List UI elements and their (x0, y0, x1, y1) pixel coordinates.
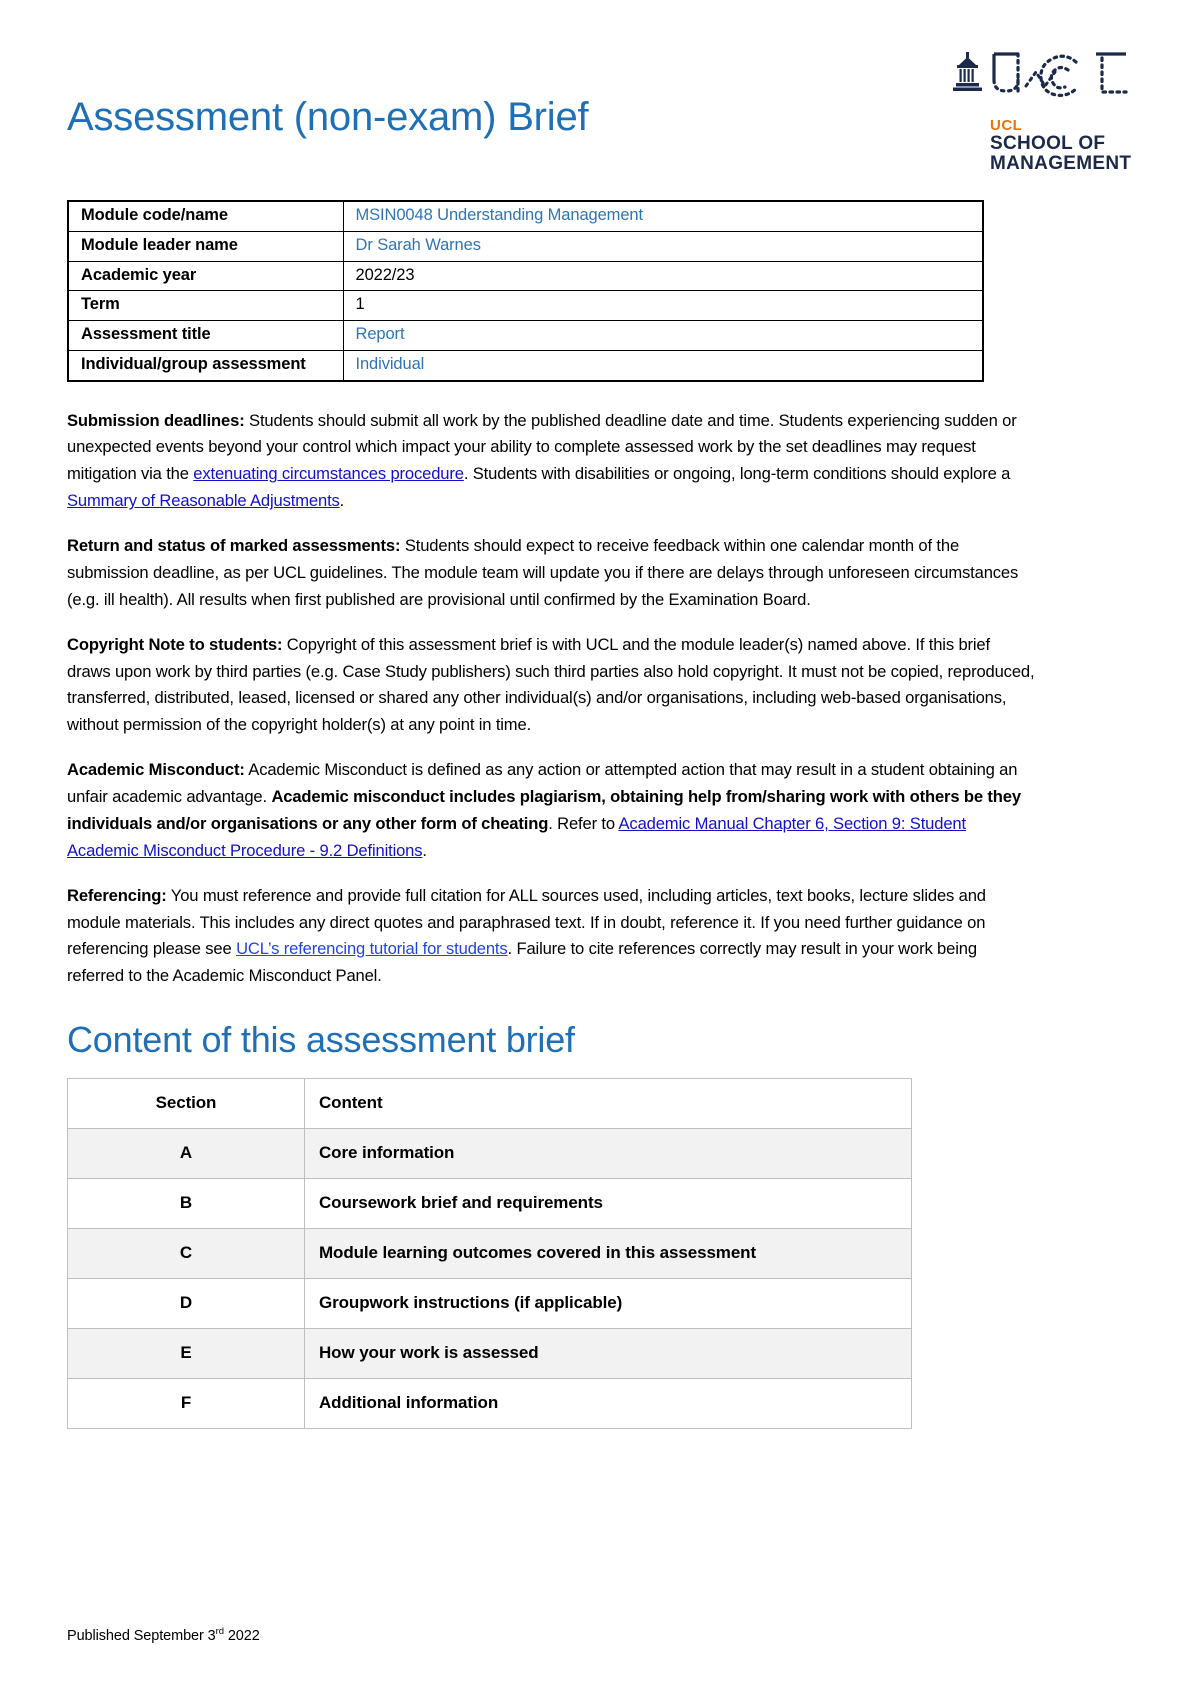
academic-misconduct-text-3: . (422, 840, 427, 860)
submission-deadlines-text-3: . (339, 491, 345, 511)
paragraph-submission-deadlines (67, 408, 1035, 516)
extenuating-circumstances-link[interactable]: extenuating circumstances procedure (193, 464, 464, 484)
footer-published-prefix: Published September 3 (67, 1628, 216, 1644)
assessment-content-table (67, 1078, 912, 1429)
term-value: 1 (343, 291, 983, 321)
reasonable-adjustments-link[interactable]: Summary of Reasonable Adjustments (67, 491, 340, 511)
section-content-e: How your work is assessed (305, 1328, 912, 1378)
referencing-label: Referencing: (67, 885, 167, 905)
table-row (68, 1128, 912, 1178)
submission-deadlines-text-1: Students should submit all work by the published deadline date and time. Students experiencing sudden or unexpected events beyond your control which impact your ability to complete assessed work by the set deadlines may request mitigation via the (67, 410, 1017, 484)
return-status-text: Students should expect to receive feedback within one calendar month of the submission deadline, as per UCL guidelines. The module team will update you if there are delays through unforeseen circumstances (e.g. ill health). All results when first published are provisional until confirmed by the Examination Board. (67, 536, 1019, 609)
school-of-management-wordmark (990, 118, 1135, 175)
table-row (68, 1278, 912, 1328)
ucl-wordmark-icon (950, 46, 1135, 112)
academic-misconduct-text-2: . Refer to (548, 813, 619, 833)
policy-text-block (67, 408, 1135, 991)
academic-manual-chapter-6-link[interactable]: Academic Manual Chapter 6, Section 9: Student Academic Misconduct Procedure - 9.2 Definitions (67, 813, 966, 860)
table-header-row (68, 1078, 912, 1128)
section-content-f: Additional information (305, 1378, 912, 1428)
footer-ordinal-suffix: rd (215, 1626, 224, 1638)
table-row (68, 231, 983, 261)
page-title: Assessment (non-exam) Brief (67, 95, 589, 139)
table-row (68, 321, 983, 351)
return-status-label: Return and status of marked assessments: (67, 536, 401, 556)
column-header-section: Section (68, 1078, 305, 1128)
referencing-text-1: You must reference and provide full citation for ALL sources used, including articles, text books, lecture slides and module materials. This includes any direct quotes and paraphrased text. If in doubt, reference it. If you need further guidance on referencing please see (67, 885, 986, 959)
paragraph-academic-misconduct (67, 757, 1035, 865)
section-content-a: Core information (305, 1128, 912, 1178)
module-leader-label: Module leader name (68, 231, 343, 261)
assessment-title-label: Assessment title (68, 321, 343, 351)
module-leader-value: Dr Sarah Warnes (343, 231, 983, 261)
ucl-school-of-management-logo (935, 40, 1135, 180)
section-letter-e: E (68, 1328, 305, 1378)
table-row (68, 201, 983, 231)
som-ucl-text: UCL (990, 117, 1023, 134)
submission-deadlines-text-2: . Students with disabilities or ongoing, long-term conditions should explore a (463, 464, 1011, 484)
section-content-c: Module learning outcomes covered in this assessment (305, 1228, 912, 1278)
table-row (68, 350, 983, 380)
module-code-value: MSIN0048 Understanding Management (343, 201, 983, 231)
paragraph-return-status (67, 533, 1035, 614)
academic-year-value: 2022/23 (343, 261, 983, 291)
paragraph-copyright-note (67, 632, 1035, 740)
table-row (68, 291, 983, 321)
section-content-d: Groupwork instructions (if applicable) (305, 1278, 912, 1328)
som-line-1: SCHOOL OF (990, 133, 1106, 154)
ucl-referencing-tutorial-link[interactable]: UCL’s referencing tutorial for students (236, 939, 508, 959)
copyright-note-text: Copyright of this assessment brief is with UCL and the module leader(s) named above. If this brief draws upon work by third parties (e.g. Case Study publishers) such third parties also hold copyright. It must not be copied, reproduced, transferred, distributed, leased, licensed or shared any other individual(s) and/or organisations, including web-based organisations, without permission of the copyright holder(s) at any point in time. (67, 634, 1035, 735)
table-row (68, 1178, 912, 1228)
submission-deadlines-label: Submission deadlines: (67, 410, 245, 430)
academic-misconduct-label: Academic Misconduct: (67, 760, 245, 780)
table-row (68, 1328, 912, 1378)
paragraph-referencing (67, 883, 1035, 991)
som-line-2: MANAGEMENT (990, 153, 1132, 175)
section-letter-d: D (68, 1278, 305, 1328)
content-section-heading: Content of this assessment brief (67, 1019, 575, 1061)
module-code-label: Module code/name (68, 201, 343, 231)
assessment-content-table-body (68, 1078, 912, 1428)
module-info-table (67, 200, 984, 382)
individual-group-label: Individual/group assessment (68, 350, 343, 380)
academic-misconduct-bold-clause: Academic misconduct includes plagiarism, obtaining help from/sharing work with others be they individuals and/or organisations or any other form of cheating (67, 787, 1021, 833)
page-footer (67, 1626, 260, 1644)
page-header (67, 40, 1135, 190)
section-letter-a: A (68, 1128, 305, 1178)
academic-misconduct-text-1: Academic Misconduct is defined as any action or attempted action that may result in a student obtaining an unfair academic advantage. (67, 760, 1018, 807)
footer-published-year: 2022 (223, 1628, 260, 1644)
academic-year-label: Academic year (68, 261, 343, 291)
table-row (68, 1228, 912, 1278)
section-letter-b: B (68, 1178, 305, 1228)
section-content-b: Coursework brief and requirements (305, 1178, 912, 1228)
term-label: Term (68, 291, 343, 321)
copyright-note-label: Copyright Note to students: (67, 634, 283, 654)
individual-group-value: Individual (343, 350, 983, 380)
section-letter-c: C (68, 1228, 305, 1278)
assessment-title-value: Report (343, 321, 983, 351)
table-row (68, 261, 983, 291)
module-info-table-body (68, 201, 983, 381)
table-row (68, 1378, 912, 1428)
referencing-text-2: . Failure to cite references correctly may result in your work being referred to the Academic Misconduct Panel. (67, 939, 977, 986)
section-letter-f: F (68, 1378, 305, 1428)
column-header-content: Content (305, 1078, 912, 1128)
